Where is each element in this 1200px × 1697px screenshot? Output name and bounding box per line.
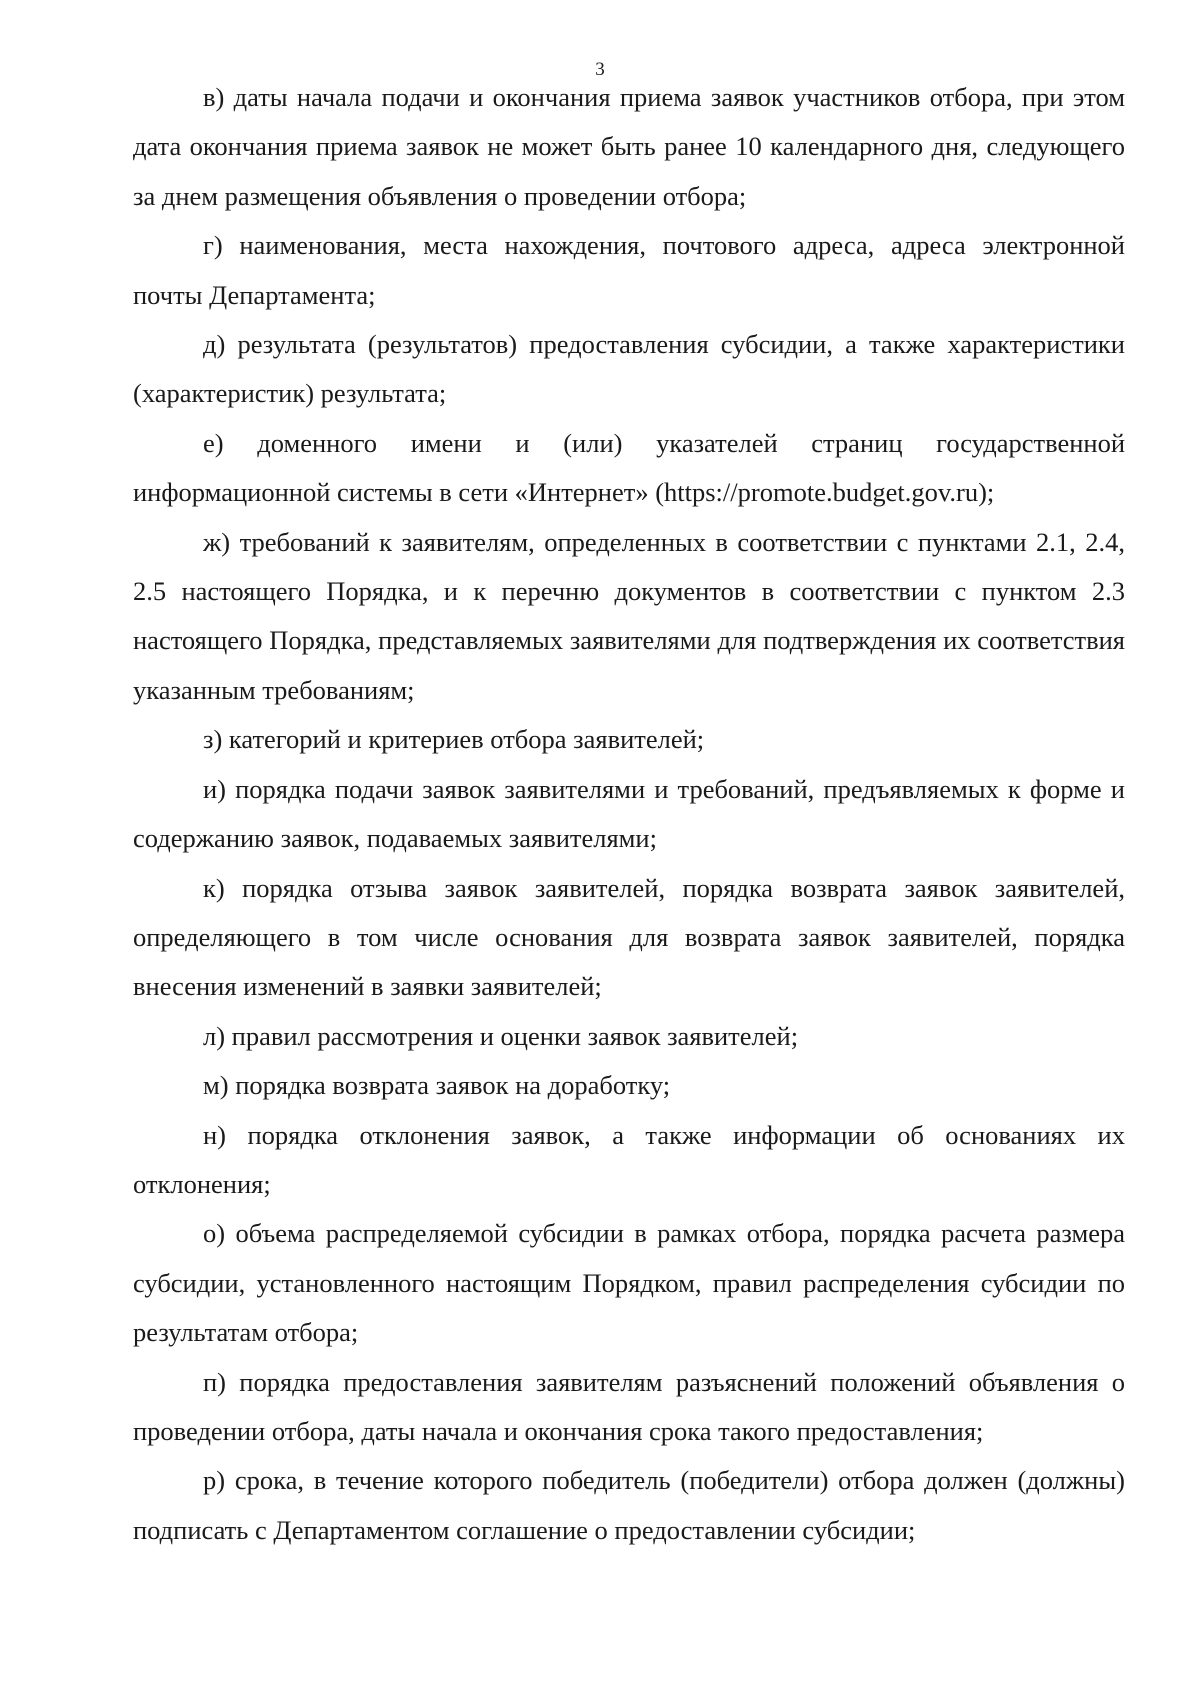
paragraph-v: в) даты начала подачи и окончания приема заявок участников отбора, при этом дата окончания приема заявок не может быть ранее 10 календарного дня, следующего за днем размещения объявления о проведении отбора; xyxy=(133,82,1125,211)
paragraph-o: о) объема распределяемой субсидии в рамках отбора, порядка расчета размера субсидии, установленного настоящим Порядком, правил распределения субсидии по результатам отбора; xyxy=(133,1218,1125,1348)
paragraph-p: п) порядка предоставления заявителям разъяснений положений объявления о проведении отбора, даты начала и окончания срока такого предоставления; xyxy=(133,1366,1125,1446)
paragraph-r: р) срока, в течение которого победитель (победители) отбора должен (должны) подписать с Департаментом соглашение о предоставлении субсидии; xyxy=(133,1465,1125,1545)
paragraph-i: и) порядка подачи заявок заявителями и требований, предъявляемых к форме и содержанию заявок, подаваемых заявителями; xyxy=(133,773,1125,854)
paragraph-e: е) доменного имени и (или) указателей страниц государственной информационной системы в сети «Интернет» (https://promote.budget.gov.ru); xyxy=(133,427,1125,508)
paragraph-m: м) порядка возврата заявок на доработку; xyxy=(203,1070,671,1101)
paragraph-d: д) результата (результатов) предоставления субсидии, а также характеристики (характеристик) результата; xyxy=(133,329,1125,409)
paragraph-z: з) категорий и критериев отбора заявителей; xyxy=(203,724,705,755)
paragraph-l: л) правил рассмотрения и оценки заявок заявителей; xyxy=(203,1020,799,1051)
page-number: 3 xyxy=(595,59,605,80)
paragraph-k: к) порядка отзыва заявок заявителей, порядка возврата заявок заявителей, определяющего в том числе основания для возврата заявок заявителей, порядка внесения изменений в заявки заявителей; xyxy=(133,872,1125,1002)
document-body xyxy=(133,73,1125,1555)
paragraph-g: г) наименования, места нахождения, почтового адреса, адреса электронной почты Департамента; xyxy=(133,230,1125,310)
paragraph-n: н) порядка отклонения заявок, а также информации об основаниях их отклонения; xyxy=(133,1119,1125,1199)
paragraph-zh: ж) требований к заявителям, определенных в соответствии с пунктами 2.1, 2.4, 2.5 настоящего Порядка, и к перечню документов в соответствии с пунктом 2.3 настоящего Порядка, представляемых заявителями для подтверждения их соответствия указанным требованиям; xyxy=(133,526,1125,705)
